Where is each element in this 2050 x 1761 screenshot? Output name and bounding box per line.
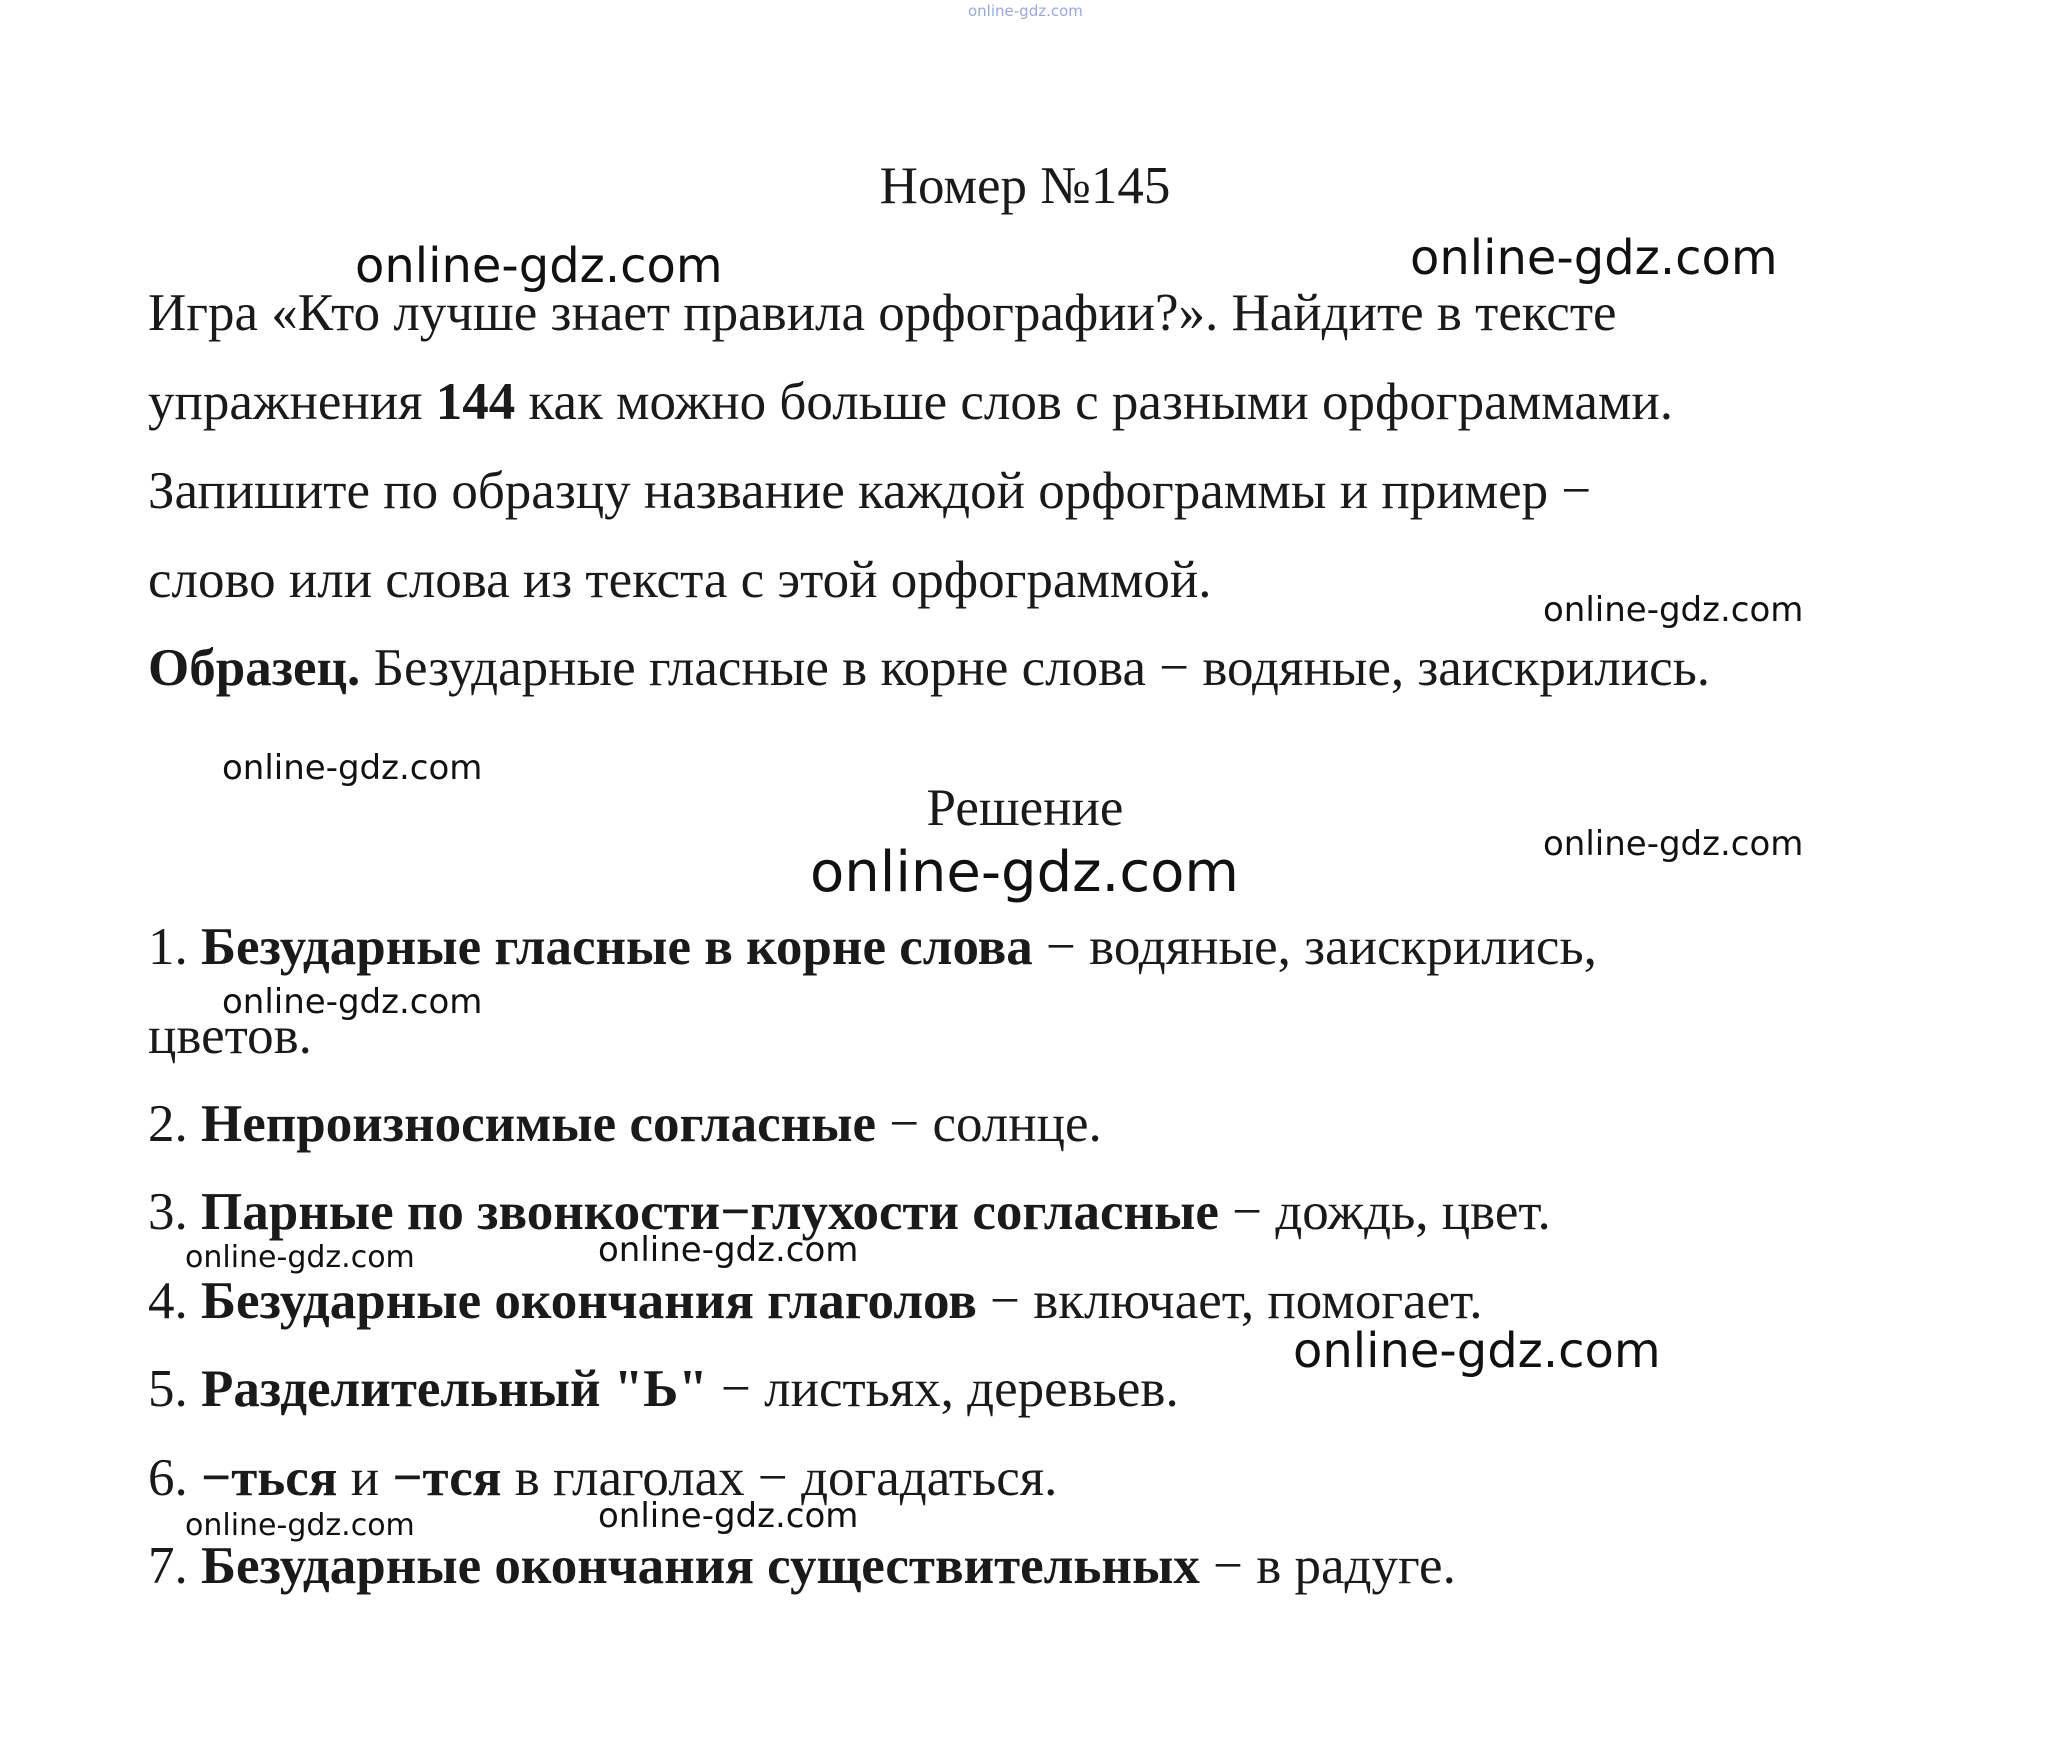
solution-item-continuation: цветов. [148,1007,312,1065]
item-number: 7. [148,1537,201,1595]
item-example: − включает, помогает. [976,1272,1483,1330]
item-rule: Безударные окончания существительных [201,1537,1200,1595]
sample-line [148,638,1948,698]
solution-item [148,1448,1948,1508]
watermark: online-gdz.com [1293,1323,1661,1379]
watermark: online-gdz.com [598,1230,859,1270]
sample-text: Безударные гласные в корне слова − водяные, заискрились. [360,639,1711,697]
exercise-ref-number: 144 [435,373,516,431]
item-number: 3. [148,1183,201,1241]
item-number: 4. [148,1272,201,1330]
item-rule: Безударные гласные в корне слова [201,918,1033,976]
watermark: online-gdz.com [1543,824,1804,864]
item-rule: Непроизносимые согласные [201,1095,877,1153]
watermark: online-gdz.com [355,238,723,294]
item-example: − листьях, деревьев. [707,1360,1179,1418]
task-line-2 [148,372,1948,432]
item-rule: Разделительный "Ь" [201,1360,708,1418]
task-text: как можно больше слов с разными орфограммами. [515,373,1673,431]
item-example: в глаголах − догадаться. [501,1449,1058,1507]
task-text: упражнения [148,373,436,431]
solution-item [148,1359,1948,1419]
item-example: − солнце. [876,1095,1102,1153]
item-example: − дождь, цвет. [1218,1183,1551,1241]
item-example: − водяные, заискрились, [1032,918,1597,976]
solution-item [148,1182,1948,1242]
item-rule: Парные по звонкости−глухости согласные [201,1183,1219,1241]
solution-item [148,1094,1948,1154]
item-example: − в радуге. [1199,1537,1456,1595]
item-rule: −тся [392,1449,502,1507]
task-line-1: Игра «Кто лучше знает правила орфографии?». Найдите в тексте [148,284,1617,342]
watermark: online-gdz.com [810,840,1239,905]
watermark: online-gdz.com [185,1508,415,1543]
solution-item [148,1536,1948,1596]
item-rule: −ться [201,1449,338,1507]
item-number: 5. [148,1360,201,1418]
item-number: 2. [148,1095,201,1153]
watermark: online-gdz.com [1410,230,1778,286]
solution-title: Решение [926,779,1124,837]
task-line-4: слово или слова из текста с этой орфограммой. [148,551,1212,609]
item-number: 6. [148,1449,201,1507]
watermark: online-gdz.com [185,1240,415,1275]
item-rule: Безударные окончания глаголов [201,1272,977,1330]
solution-item [148,917,1948,977]
item-number: 1. [148,918,201,976]
watermark: online-gdz.com [222,748,483,788]
task-line-3: Запишите по образцу название каждой орфограммы и пример − [148,462,1592,520]
watermark: online-gdz.com [598,1496,859,1536]
watermark-top: online-gdz.com [968,2,1083,20]
watermark: online-gdz.com [222,982,483,1022]
sample-label: Образец. [148,639,361,697]
item-text: и [337,1449,393,1507]
exercise-title: Номер №145 [879,157,1171,215]
solution-item [148,1271,1948,1331]
watermark: online-gdz.com [1543,590,1804,630]
